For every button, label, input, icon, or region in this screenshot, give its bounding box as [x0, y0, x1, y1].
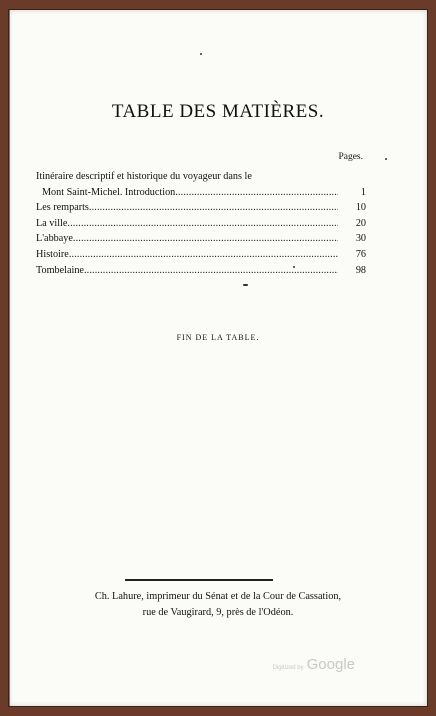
toc-entry [36, 169, 366, 200]
page-title: TABLE DES MATIÈRES. [111, 101, 325, 122]
toc-entry [36, 231, 366, 247]
toc-entry-label: La ville [36, 217, 68, 229]
toc-entry [36, 247, 366, 263]
toc-entry-page: 76 [355, 248, 366, 260]
dot-leader [84, 263, 338, 279]
dot-leader [67, 216, 338, 232]
book-page [8, 9, 428, 707]
toc-entry-page: 10 [355, 202, 366, 214]
toc-entry-label-line2: Mont Saint-Michel. Introduction [42, 186, 176, 198]
dot-leader [69, 247, 338, 263]
dot-leader [175, 185, 338, 201]
toc-entry [36, 200, 366, 216]
toc-entry-label: Les remparts [36, 202, 89, 214]
toc-entry-page: 30 [355, 233, 366, 245]
toc-entry-page: 20 [355, 217, 366, 229]
toc-entry [36, 263, 366, 279]
google-watermark [273, 656, 355, 673]
divider-rule [125, 579, 273, 581]
toc-entry-page: 98 [355, 264, 366, 276]
ink-speck [243, 284, 248, 286]
toc-entry [36, 216, 366, 232]
dot-leader [73, 231, 338, 247]
ink-speck [200, 53, 202, 55]
table-of-contents [36, 169, 366, 278]
imprint-line-2: rue de Vaugirard, 9, près de l'Odéon. [142, 607, 294, 618]
toc-entry-label: Tombelaine [36, 264, 84, 276]
pages-column-header: Pages. [338, 152, 363, 162]
toc-entry-label-line1: Itinéraire descriptif et historique du voyageur dans le [36, 171, 252, 182]
ink-speck [385, 158, 387, 160]
end-of-table-note: FIN DE LA TABLE. [176, 333, 260, 342]
toc-entry-label: Histoire [36, 248, 69, 260]
google-logo-text: Google [306, 656, 355, 673]
watermark-caption: Digitized by [272, 665, 304, 671]
imprint-line-1: Ch. Lahure, imprimeur du Sénat et de la Cour de Cassation, [94, 591, 342, 602]
dot-leader [89, 200, 338, 216]
toc-entry-label: L'abbaye [36, 233, 73, 245]
printer-imprint [8, 589, 428, 621]
toc-entry-page: 1 [360, 186, 366, 198]
